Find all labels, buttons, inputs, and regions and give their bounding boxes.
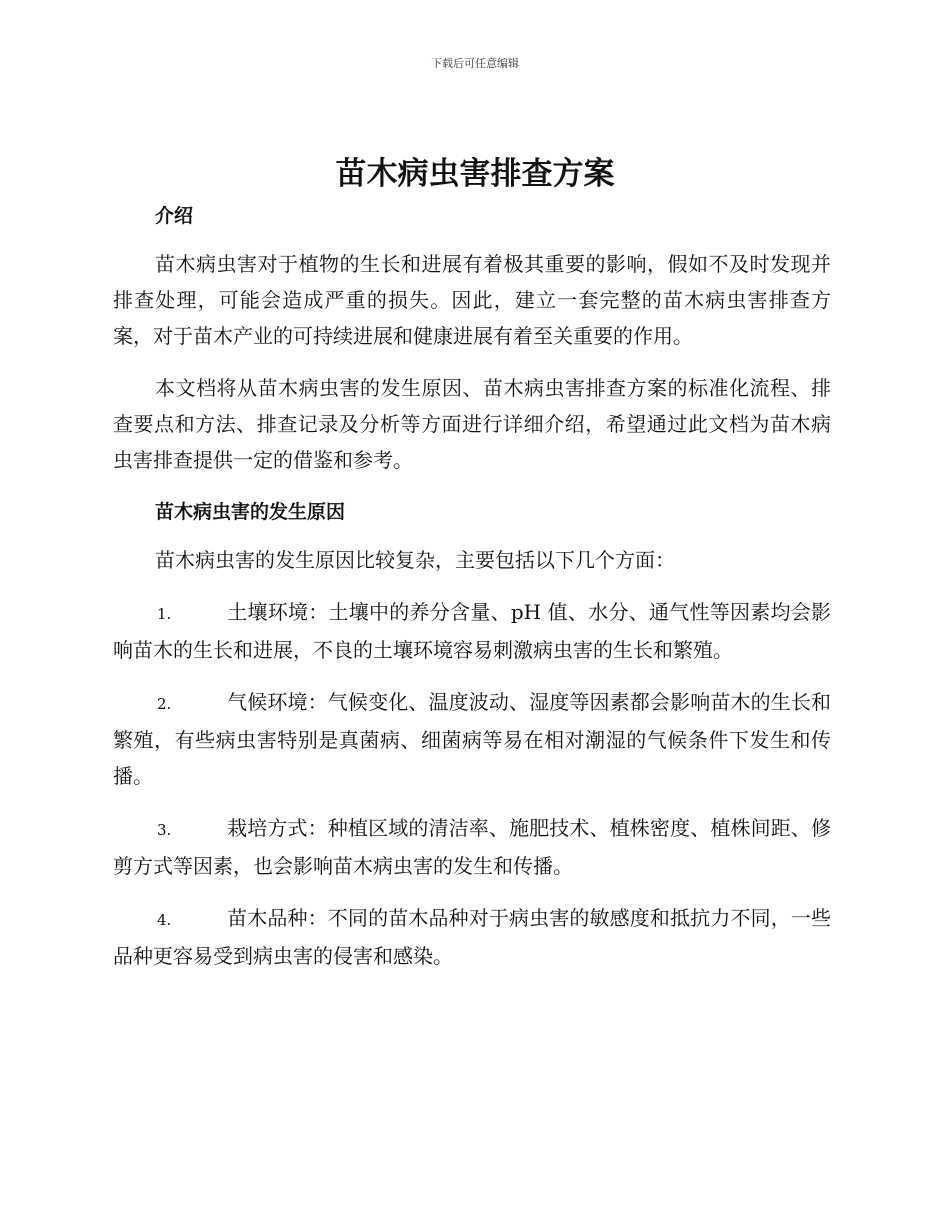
document-body [113,198,831,974]
section-heading-causes: 苗木病虫害的发生原因 [155,501,346,523]
intro-paragraph-2: 本文档将从苗木病虫害的发生原因、苗木病虫害排查方案的标准化流程、排查要点和方法、排查记录及分析等方面进行详细介绍，希望通过此文档为苗木病虫害排查提供一定的借鉴和参考。 [113,376,831,472]
section-heading-intro: 介绍 [155,205,194,227]
document-title: 苗木病虫害排查方案 [335,156,615,192]
intro-paragraph-1: 苗木病虫害对于植物的生长和进展有着极其重要的影响，假如不及时发现并排查处理，可能会造成严重的损失。因此，建立一套完整的苗木病虫害排查方案，对于苗木产业的可持续进展和健康进展有着至关重要的作用。 [113,252,831,348]
list-item [113,900,831,974]
list-item-text: 栽培方式：种植区域的清洁率、施肥技术、植株密度、植株间距、修剪方式等因素，也会影响苗木病虫害的发生和传播。 [113,816,831,878]
causes-intro-paragraph: 苗木病虫害的发生原因比较复杂，主要包括以下几个方面： [155,548,675,572]
list-item-number: 1. [157,605,172,623]
list-item-number: 4. [157,911,172,929]
list-item-number: 3. [157,821,172,839]
list-item-number: 2. [157,695,172,713]
list-item [113,594,831,668]
list-item [113,810,831,884]
list-item-text: 气候环境：气候变化、温度波动、湿度等因素都会影响苗木的生长和繁殖，有些病虫害特别是真菌病、细菌病等易在相对潮湿的气候条件下发生和传播。 [113,690,831,788]
list-item-text: 土壤环境：土壤中的养分含量、pH 值、水分、通气性等因素均会影响苗木的生长和进展，不良的土壤环境容易刺激病虫害的生长和繁殖。 [113,600,831,662]
list-item [113,684,831,794]
page-header-note: 下载后可任意编辑 [431,57,519,70]
list-item-text: 苗木品种：不同的苗木品种对于病虫害的敏感度和抵抗力不同，一些品种更容易受到病虫害的侵害和感染。 [113,906,831,968]
